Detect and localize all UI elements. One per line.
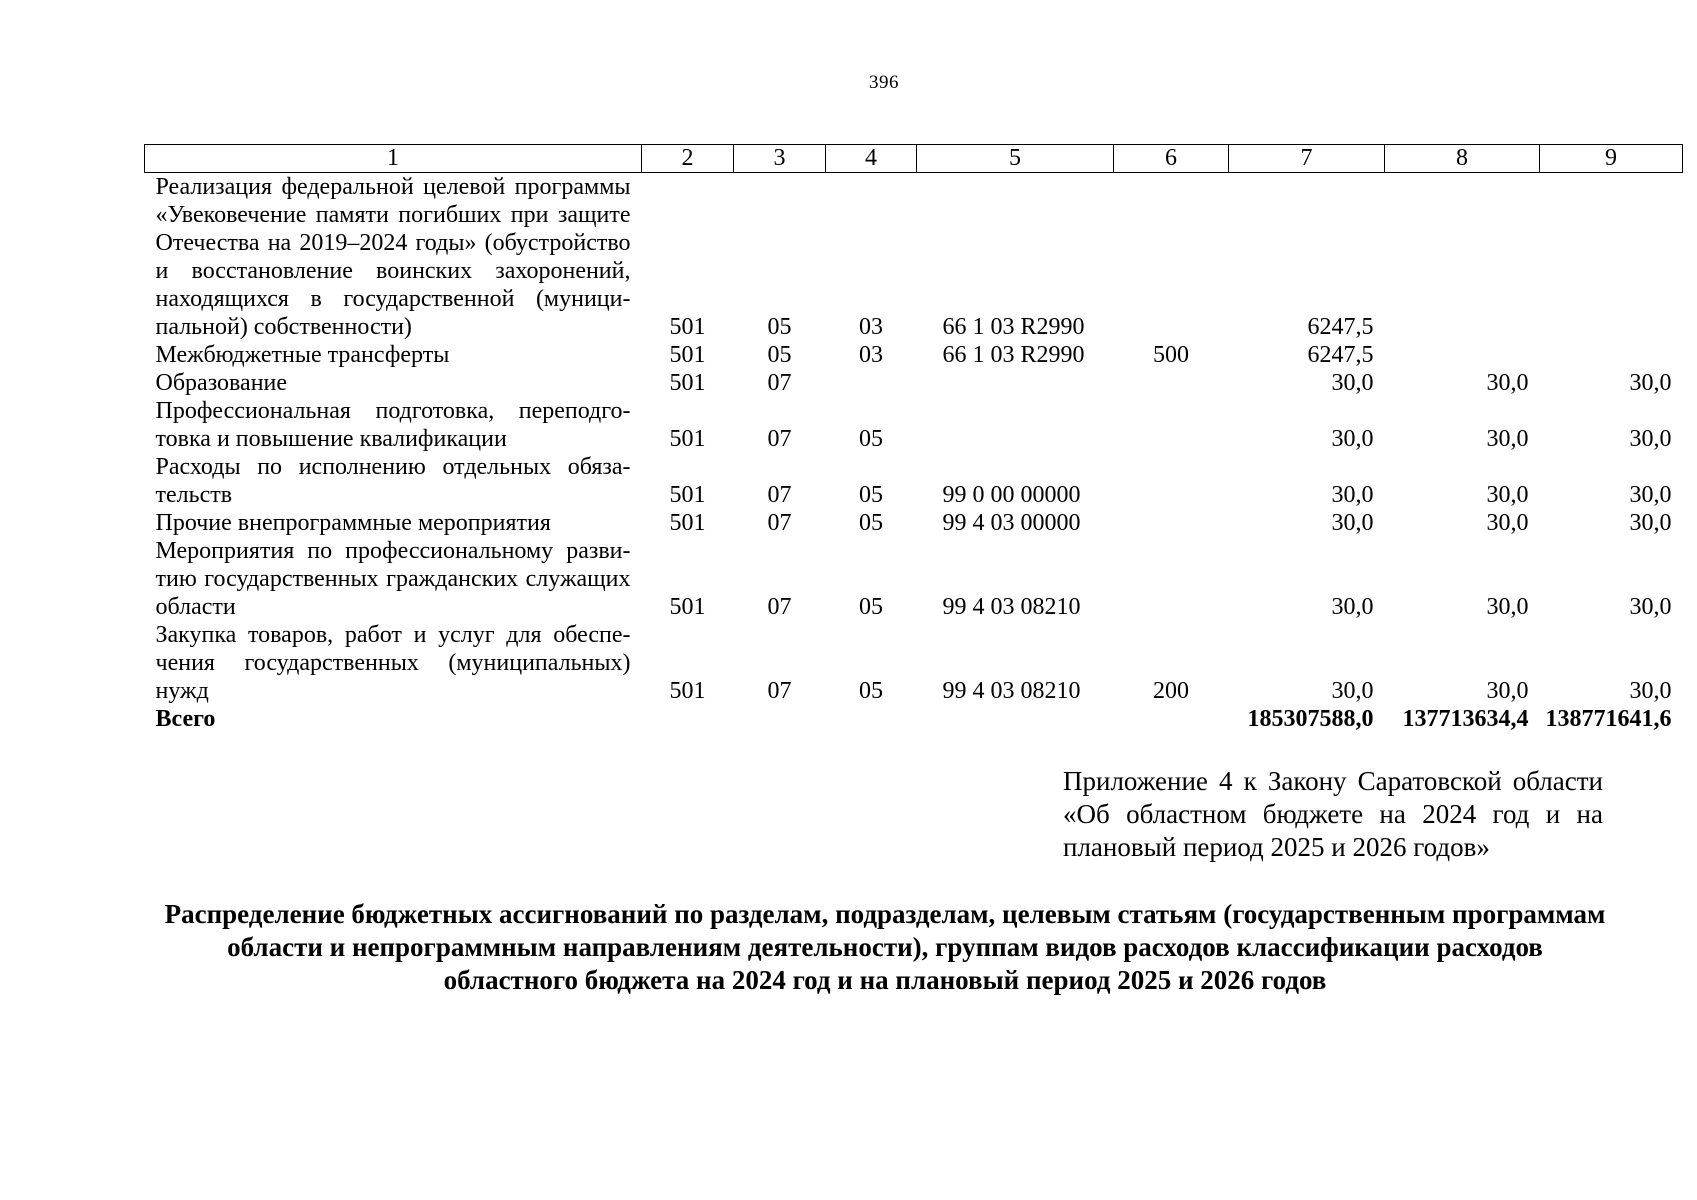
cell-code-4: 05 bbox=[859, 482, 883, 508]
cell-target-article: 99 4 03 00000 bbox=[942, 510, 1081, 536]
column-header: 2 bbox=[642, 145, 734, 173]
cell-code-3: 07 bbox=[767, 370, 792, 396]
cell-code-2: 501 bbox=[669, 314, 706, 340]
cell-code-3: 05 bbox=[767, 314, 792, 340]
cell-code-4: 05 bbox=[859, 426, 883, 452]
cell-code-4: 03 bbox=[859, 314, 883, 340]
total-amount-7: 185307588,0 bbox=[1247, 706, 1374, 732]
column-header: 7 bbox=[1229, 145, 1385, 173]
cell-amount-9: 30,0 bbox=[1629, 482, 1672, 508]
cell-target-article: 66 1 03 R2990 bbox=[942, 314, 1085, 340]
cell-code-3: 07 bbox=[767, 594, 792, 620]
cell-code-3: 07 bbox=[767, 510, 792, 536]
cell-amount-9 bbox=[1540, 341, 1683, 369]
table-header bbox=[145, 145, 1683, 173]
cell-amount-9 bbox=[1540, 173, 1683, 342]
cell-code-2: 501 bbox=[669, 342, 706, 368]
cell-amount-8 bbox=[1385, 341, 1540, 369]
cell-amount-8: 30,0 bbox=[1486, 426, 1529, 452]
cell-code-4: 05 bbox=[859, 594, 883, 620]
total-label: Всего bbox=[155, 706, 216, 732]
total-amount-8: 137713634,4 bbox=[1402, 706, 1529, 732]
cell-amount-7: 6247,5 bbox=[1307, 342, 1374, 368]
page-number: 396 bbox=[869, 72, 899, 93]
cell-expense-type: 200 bbox=[1153, 678, 1189, 704]
cell-amount-8: 30,0 bbox=[1486, 482, 1529, 508]
cell-code-4: 03 bbox=[859, 342, 883, 368]
cell-amount-7: 30,0 bbox=[1331, 510, 1374, 536]
total-row bbox=[145, 705, 1683, 733]
row-name: Расходы по исполнению отдельных обязательств bbox=[155, 454, 631, 508]
column-header: 9 bbox=[1540, 145, 1683, 173]
row-name: Образование bbox=[155, 370, 288, 396]
cell-expense-type bbox=[1114, 509, 1229, 537]
cell-amount-9: 30,0 bbox=[1629, 510, 1672, 536]
cell-amount-9: 30,0 bbox=[1629, 678, 1672, 704]
table-row bbox=[145, 397, 1683, 453]
cell-code-2: 501 bbox=[669, 594, 706, 620]
cell-code-2: 501 bbox=[669, 426, 706, 452]
cell-code-4: 05 bbox=[859, 678, 883, 704]
cell-target-article: 99 4 03 08210 bbox=[942, 678, 1081, 704]
budget-table bbox=[144, 144, 1683, 733]
row-name: Прочие внепрограммные мероприятия bbox=[155, 510, 551, 536]
cell-amount-7: 30,0 bbox=[1331, 482, 1374, 508]
cell-target-article: 66 1 03 R2990 bbox=[942, 342, 1085, 368]
cell-code-2: 501 bbox=[669, 678, 706, 704]
cell-amount-7: 30,0 bbox=[1331, 678, 1374, 704]
cell-amount-8: 30,0 bbox=[1486, 370, 1529, 396]
column-header: 4 bbox=[826, 145, 917, 173]
cell-code-3: 07 bbox=[767, 426, 792, 452]
column-header: 8 bbox=[1385, 145, 1540, 173]
table-row bbox=[145, 621, 1683, 705]
cell-amount-7: 30,0 bbox=[1331, 594, 1374, 620]
cell-expense-type bbox=[1114, 369, 1229, 397]
table-row bbox=[145, 369, 1683, 397]
document-title: Распределение бюджетных ассигнований по разделам, подразделам, целевым статьям (государственным программам области и непрограммным направлениям деятельности), группам видов расходов классификации расходов областного бюджета на 2024 год и на плановый период 2025 и 2026 годов bbox=[164, 899, 1606, 995]
cell-target-article bbox=[917, 397, 1114, 453]
column-header: 6 bbox=[1114, 145, 1229, 173]
cell-target-article: 99 4 03 08210 bbox=[942, 594, 1081, 620]
cell-amount-7: 6247,5 bbox=[1307, 314, 1374, 340]
cell-code-4 bbox=[826, 369, 917, 397]
table-row bbox=[145, 509, 1683, 537]
cell-code-4: 05 bbox=[859, 510, 883, 536]
cell-amount-8 bbox=[1385, 173, 1540, 342]
table-row bbox=[145, 537, 1683, 621]
cell-amount-8: 30,0 bbox=[1486, 594, 1529, 620]
column-header: 5 bbox=[917, 145, 1114, 173]
column-header: 3 bbox=[734, 145, 826, 173]
total-amount-9: 138771641,6 bbox=[1545, 706, 1672, 732]
cell-code-3: 07 bbox=[767, 678, 792, 704]
row-name: Мероприятия по профессиональному развитию государственных гражданских служащих области bbox=[155, 538, 631, 620]
cell-amount-8: 30,0 bbox=[1486, 510, 1529, 536]
cell-code-3: 07 bbox=[767, 482, 792, 508]
table-body bbox=[145, 173, 1683, 734]
cell-code-2: 501 bbox=[669, 370, 706, 396]
cell-expense-type: 500 bbox=[1153, 342, 1189, 368]
cell-amount-9: 30,0 bbox=[1629, 426, 1672, 452]
cell-expense-type bbox=[1114, 397, 1229, 453]
table-row bbox=[145, 341, 1683, 369]
cell-amount-9: 30,0 bbox=[1629, 594, 1672, 620]
cell-amount-9: 30,0 bbox=[1629, 370, 1672, 396]
table-row bbox=[145, 453, 1683, 509]
row-name: Межбюджетные трансферты bbox=[155, 342, 450, 368]
column-header: 1 bbox=[145, 145, 642, 173]
table-row bbox=[145, 173, 1683, 342]
cell-expense-type bbox=[1114, 173, 1229, 342]
cell-expense-type bbox=[1114, 453, 1229, 509]
row-name: Профессиональная подготовка, переподготовка и повышение квалификации bbox=[155, 398, 631, 452]
cell-amount-7: 30,0 bbox=[1331, 426, 1374, 452]
appendix-note: Приложение 4 к Закону Саратовской области «Об областном бюджете на 2024 год и на плановый период 2025 и 2026 годов» bbox=[1063, 766, 1603, 862]
cell-amount-7: 30,0 bbox=[1331, 370, 1374, 396]
cell-target-article: 99 0 00 00000 bbox=[942, 482, 1081, 508]
row-name: Закупка товаров, работ и услуг для обеспечения государственных (муниципальных) нужд bbox=[155, 622, 631, 704]
cell-code-2: 501 bbox=[669, 482, 706, 508]
cell-code-2: 501 bbox=[669, 510, 706, 536]
cell-target-article bbox=[917, 369, 1114, 397]
cell-expense-type bbox=[1114, 537, 1229, 621]
row-name: Реализация федеральной целевой программы «Увековечение памяти погибших при защите Отечества на 2019–2024 годы» (обустройство и восстановление воинских захоронений, находящихся в государственной (муниципальной) собственности) bbox=[155, 174, 631, 340]
cell-code-3: 05 bbox=[767, 342, 792, 368]
cell-amount-8: 30,0 bbox=[1486, 678, 1529, 704]
